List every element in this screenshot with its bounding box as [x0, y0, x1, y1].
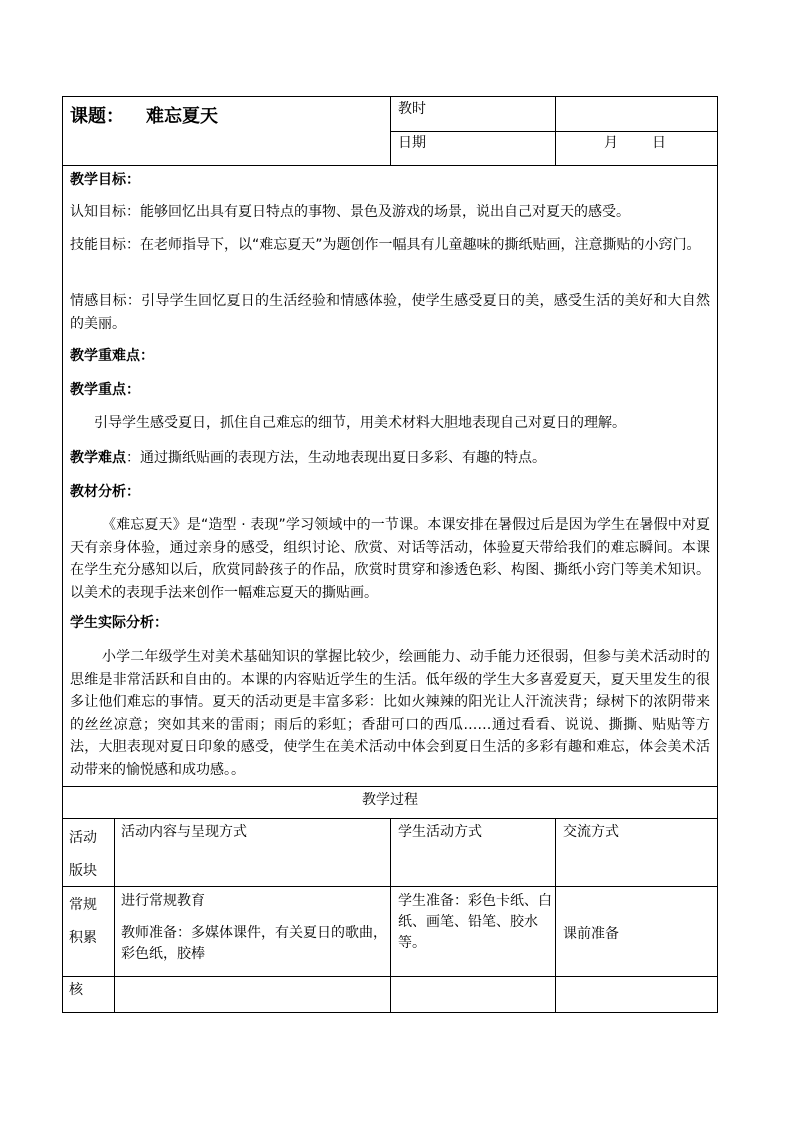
goal-skill: 技能目标：在老师指导下，以“难忘夏天”为题创作一幅具有儿童趣味的撕纸贴画，注意撕贴的小窍门。 [70, 237, 701, 253]
col-header-block: 活动版块 [69, 830, 97, 879]
focus-heading: 教学重点： [70, 382, 140, 398]
date-label: 日期 [398, 135, 426, 151]
row1-student: 学生准备：彩色卡纸、白纸、画笔、铅笔、胶水等。 [398, 893, 552, 951]
date-day: 日 [652, 135, 666, 151]
row2-block: 核 [69, 982, 83, 998]
col-header-exchange: 交流方式 [563, 824, 619, 840]
col-header-student: 学生活动方式 [398, 824, 482, 840]
students-heading: 学生实际分析： [70, 615, 168, 631]
difficulty-text: ：通过撕纸贴画的表现方法，生动地表现出夏日多彩、有趣的特点。 [126, 450, 546, 466]
goal-cognitive: 认知目标：能够回忆出具有夏日特点的事物、景色及游戏的场景，说出自己对夏天的感受。 [70, 204, 630, 220]
material-text: 《难忘夏天》是“造型 · 表现”学习领域中的一节课。本课安排在暑假过后是因为学生在暑假中对夏天有亲身体验，通过亲身的感受，组织讨论、欣赏、对话等活动，体验夏天带给我们的难忘瞬间。本课在学生充分感知以后，欣赏同龄孩子的作品，欣赏时贯穿和渗透色彩、构图、撕纸小窍门等美术知识。以美术的表现手法来创作一幅难忘夏天的撕贴画。 [70, 517, 710, 601]
topic-value: 难忘夏天 [146, 106, 218, 127]
hours-label: 教时 [398, 101, 426, 117]
process-col-divider-3 [555, 818, 556, 1013]
row1-content-line2: 教师准备：多媒体课件，有关夏日的歌曲，彩色纸，胶棒 [121, 925, 387, 962]
process-top-divider [62, 786, 718, 787]
process-col-divider-2 [390, 818, 391, 1013]
header-middle-divider [390, 131, 718, 132]
difficulty-label: 教学难点 [70, 450, 126, 466]
students-text: 小学二年级学生对美术基础知识的掌握比较少，绘画能力、动手能力还很弱，但参与美术活动时的思维是非常活跃和自由的。本课的内容贴近学生的生活。低年级的学生大多喜爱夏天，夏天里发生的很多让他们难忘的事情。夏天的活动更是丰富多彩：比如火辣辣的阳光让人汗流浃背；绿树下的浓阴带来的丝丝凉意；突如其来的雷雨；雨后的彩虹；香甜可口的西瓜……通过看看、说说、撕撕、贴贴等方法，大胆表现对夏日印象的感受，使学生在美术活动中体会到夏日生活的多彩有趣和难忘，体会美术活动带来的愉悦感和成功感。。 [70, 649, 710, 778]
date-month: 月 [604, 135, 618, 151]
row1-content-line1: 进行常规教育 [121, 893, 205, 909]
focus-text: 引导学生感受夏日，抓住自己难忘的细节，用美术材料大胆地表现自己对夏日的理解。 [94, 415, 626, 431]
row1-block: 常规积累 [69, 897, 97, 946]
process-heading: 教学过程 [362, 792, 418, 808]
goals-heading: 教学目标： [70, 172, 140, 188]
col-header-content: 活动内容与呈现方式 [121, 824, 247, 840]
process-col-divider-1 [114, 818, 115, 1013]
row1-exchange: 课前准备 [563, 926, 619, 942]
goal-emotion: 情感目标：引导学生回忆夏日的生活经验和情感体验，使学生感受夏日的美，感受生活的美好和大自然的美丽。 [70, 293, 710, 332]
keypoints-heading: 教学重难点： [70, 348, 154, 364]
header-bottom-divider [62, 165, 718, 166]
topic-label: 课题： [70, 106, 124, 127]
difficulty-line [70, 449, 546, 467]
material-heading: 教材分析： [70, 484, 140, 500]
